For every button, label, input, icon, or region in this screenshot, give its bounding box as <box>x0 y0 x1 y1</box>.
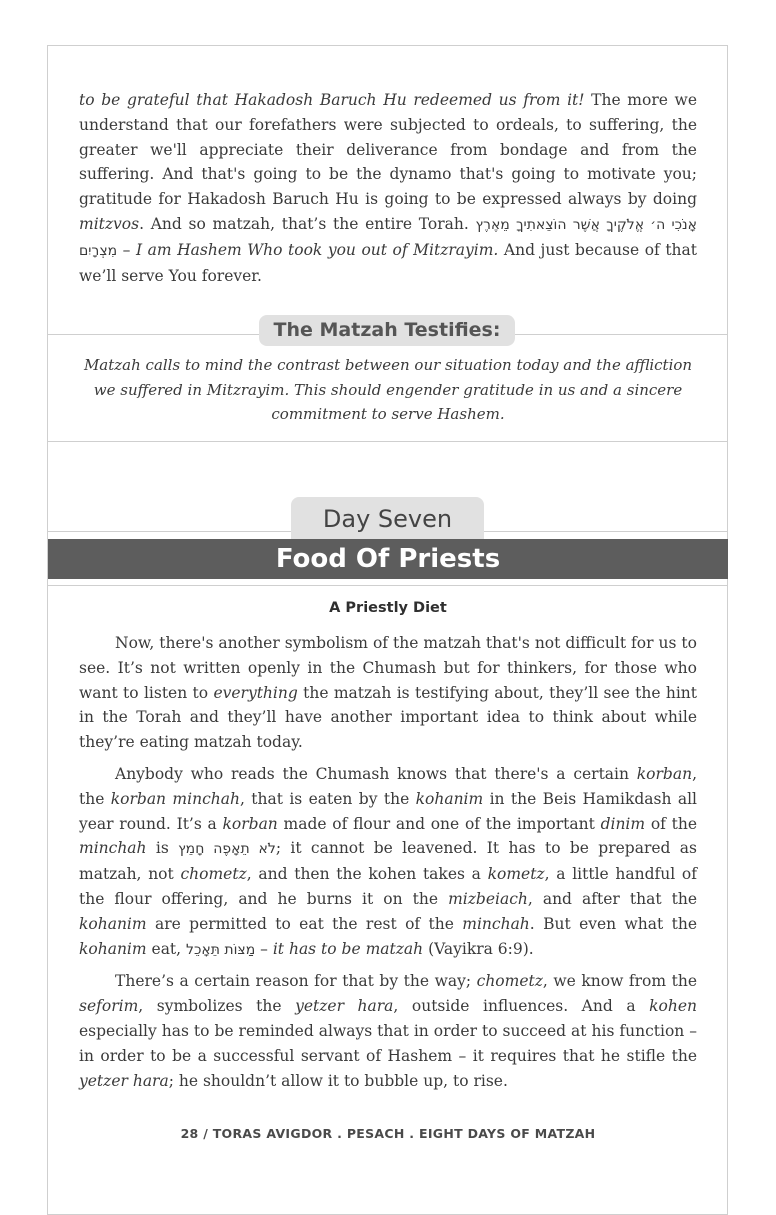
text: , the <box>79 764 697 808</box>
italic-text: chometz <box>180 865 247 884</box>
divider-line <box>47 441 728 442</box>
text: in the Beis Hamikdash all year round. It’s a <box>79 789 697 833</box>
text: , symbolizes the <box>138 997 296 1016</box>
italic-text: kohen <box>649 997 697 1016</box>
text: especially has to be reminded always that in order to succeed at his function – in order to be a successful servant of Hashem – it requires that he stifle the <box>79 1021 697 1065</box>
text: ; it cannot be leavened. It has to be prepared as matzah, not <box>79 839 698 884</box>
italic-translation: I am Hashem Who took you out of Mitzrayim. <box>135 240 499 259</box>
hebrew-quote: מַצּוֹת תֵּאָכֵל <box>186 941 256 958</box>
subheading: A Priestly Diet <box>329 600 447 616</box>
italic-text: yetzer hara <box>295 997 394 1016</box>
text: are permitted to eat the rest of the <box>146 914 463 933</box>
day-tab: Day Seven <box>291 497 484 539</box>
hebrew-quote: אָנֹכִי ה׳ אֱלֹקֶיךָ אֲשֶׁר הוֹצֵאתִיךָ מֵאֶרֶץ מִצְרָיִם <box>79 216 697 259</box>
text: eat, <box>146 939 187 958</box>
italic-text: everything <box>213 683 298 702</box>
chapter-title-banner: Food Of Priests <box>48 539 728 579</box>
divider-line <box>47 585 728 586</box>
italic-text: mizbeiach <box>448 889 528 908</box>
text: , outside influences. And a <box>393 997 650 1016</box>
text: , and after that the <box>527 889 697 908</box>
text: of the <box>645 814 697 833</box>
testifies-summary: Matzah calls to mind the contrast between our situation today and the affliction we suffered in Mitzrayim. This should engender gratitude in us and a sincere commitment to serve Hashem. <box>83 356 693 424</box>
intro-paragraph <box>79 88 697 288</box>
italic-text: minchah <box>79 839 147 858</box>
italic-text: kohanim <box>415 789 484 808</box>
italic-text: kohanim <box>79 939 147 958</box>
text: – <box>117 240 136 259</box>
italic-text: seforim <box>79 997 139 1016</box>
paragraph <box>79 88 697 288</box>
italic-text: to be grateful that Hakadosh Baruch Hu redeemed us from it! <box>79 91 585 109</box>
text: . But even what the <box>529 914 697 933</box>
italic-text: korban minchah <box>110 789 240 808</box>
section-heading-pill: The Matzah Testifies: <box>259 315 515 346</box>
body-text <box>79 631 697 1100</box>
italic-text: chometz <box>476 972 543 991</box>
italic-text: dinim <box>600 814 646 833</box>
text: the matzah is testifying about, they’ll see the hint in the Torah and they’ll have another important idea to think about while they’re eating matzah today. <box>79 683 697 752</box>
text: , we know from the <box>542 972 698 991</box>
page-footer: 28 / TORAS AVIGDOR . PESACH . EIGHT DAYS OF MATZAH <box>180 1126 596 1141</box>
text: And just because of that we’ll serve You forever. <box>79 240 698 285</box>
text: , and then the kohen takes a <box>246 865 488 884</box>
paragraph <box>79 631 697 755</box>
text: The more we understand that our forefathers were subjected to ordeals, to suffering, the greater we'll appreciate their deliverance from bondage and from the suffering. And that's going to be the dynamo that's going to motivate you; gratitude for Hakadosh Baruch Hu is going to be expressed always by doing <box>79 91 697 209</box>
italic-text: yetzer hara <box>79 1071 169 1090</box>
text: ; he shouldn’t allow it to bubble up, to rise. <box>168 1071 508 1090</box>
italic-text: korban <box>636 764 693 783</box>
text: , a little handful of the flour offering, and he burns it on the <box>79 865 697 908</box>
text: , that is eaten by the <box>239 789 416 808</box>
italic-text: kometz <box>487 865 545 884</box>
italic-text: minchah <box>462 914 530 933</box>
hebrew-quote: לֹא תֵאָפֶה חָמֵץ <box>178 841 276 858</box>
text: made of flour and one of the important <box>277 814 601 833</box>
text: is <box>146 839 179 858</box>
italic-text: mitzvos <box>79 214 140 233</box>
text: There’s a certain reason for that by the way; <box>115 972 477 991</box>
italic-text: korban <box>222 814 278 833</box>
text: Anybody who reads the Chumash knows that there's a certain <box>115 764 637 783</box>
italic-text: it has to be matzah <box>272 939 424 958</box>
text: Now, there's another symbolism of the matzah that's not difficult for us to see. It’s not written openly in the Chumash but for thinkers, for those who want to listen to <box>79 634 697 702</box>
text: . And so matzah, that’s the entire Torah. <box>139 214 476 233</box>
paragraph <box>79 969 697 1093</box>
text: – <box>255 939 273 958</box>
text: (Vayikra 6:9). <box>423 939 534 958</box>
paragraph <box>79 762 697 962</box>
italic-text: kohanim <box>79 914 147 933</box>
